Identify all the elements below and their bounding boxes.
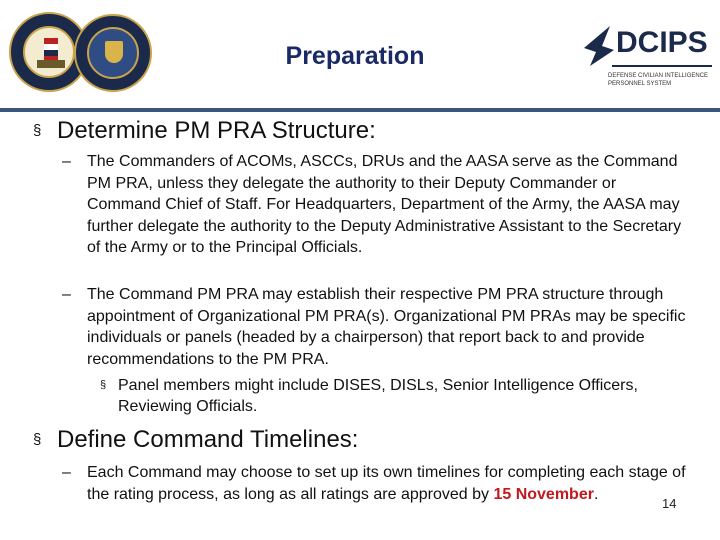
- bullet-text: Each Command may choose to set up its own timelines for completing each stage of the rating process, as long as all ratings are approved by 15 November.: [87, 464, 686, 503]
- dcips-logo: [578, 22, 716, 100]
- bullet-level2: [62, 284, 692, 370]
- page-number: 14: [662, 496, 677, 511]
- bullet-marker: –: [62, 464, 71, 481]
- slide-title: Preparation: [285, 42, 425, 70]
- dod-seal-icon: [74, 14, 152, 92]
- bullet-marker: §: [33, 431, 42, 448]
- bullet-level2: [62, 462, 692, 505]
- bullet-marker: §: [33, 122, 42, 139]
- bullet-text: Panel members might include DISES, DISLs, Senior Intelligence Officers, Reviewing Officials.: [118, 377, 638, 415]
- bullet-level3: [100, 375, 680, 417]
- bullet-text: The Commanders of ACOMs, ASCCs, DRUs and the AASA serve as the Command PM PRA, unless they delegate the authority to their Deputy Commander or Command Chief of Staff. For Headquarters, Department of the Army, the AASA may further delegate the authority to the Deputy Administrative Assistant to the Secretary of the Army or to the Principal Officials.: [87, 153, 682, 256]
- logo-subtitle: DEFENSE CIVILIAN INTELLIGENCE PERSONNEL SYSTEM: [608, 73, 709, 87]
- bullet-level2: [62, 151, 692, 259]
- logo-divider: [612, 65, 712, 67]
- deadline-highlight: 15 November: [493, 485, 594, 503]
- header-rule: [0, 108, 720, 112]
- bullet-text: The Command PM PRA may establish their respective PM PRA structure through appointment of Organizational PM PRA(s). Organizational PM PRAs may be specific individuals or panels (headed by a chairperson) that report back to and provide recommendations to the PM PRA.: [87, 286, 686, 368]
- slide-header: [0, 0, 720, 108]
- bullet-marker: –: [62, 153, 71, 170]
- bullet-marker: –: [62, 286, 71, 303]
- bullet-text: Define Command Timelines:: [57, 426, 359, 453]
- bullet-text: Determine PM PRA Structure:: [57, 117, 376, 144]
- logo-wordmark: DCIPS: [616, 26, 708, 59]
- bullet-marker: §: [100, 379, 107, 391]
